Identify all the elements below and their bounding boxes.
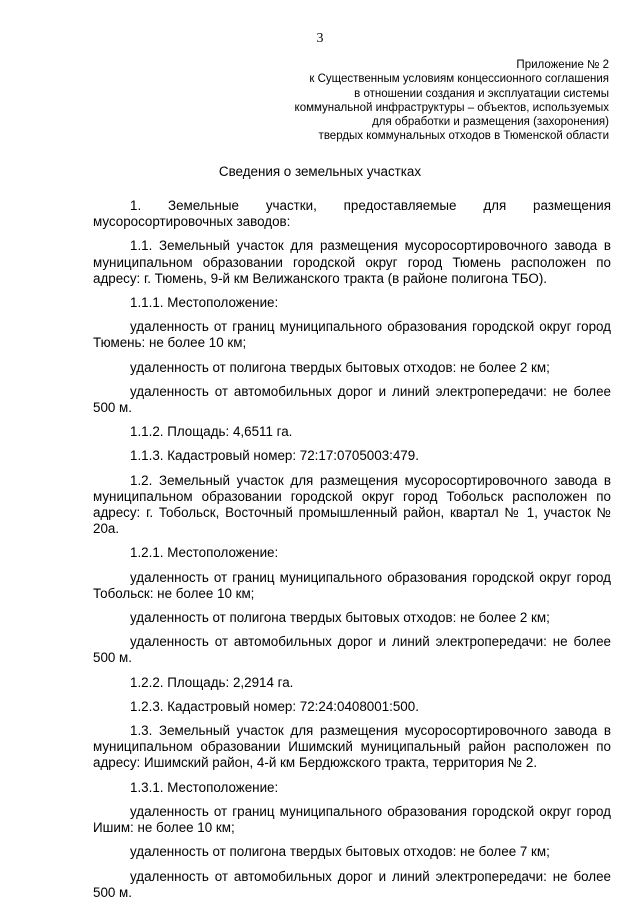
appendix-line: для обработки и размещения (захоронения) [372, 116, 609, 129]
distance-item: удаленность от автомобильных дорог и линий электропередачи: не более 500 м. [93, 868, 611, 900]
distance-item: удаленность от полигона твердых бытовых отходов: не более 2 км; [130, 610, 550, 626]
document-title: Сведения о земельных участках [218, 164, 422, 179]
distance-item: удаленность от границ муниципального образования городской округ город Тюмень: не более 10 км; [93, 319, 611, 351]
appendix-line: Приложение № 2 [516, 59, 609, 71]
distance-item: удаленность от полигона твердых бытовых отходов: не более 7 км; [130, 844, 550, 860]
location-heading: 1.2.1. Местоположение: [130, 545, 279, 561]
page-number: 3 [316, 31, 324, 46]
appendix-line: к Существенным условиям концессионного соглашения [309, 73, 609, 86]
area-item: 1.2.2. Площадь: 2,2914 га. [130, 674, 294, 690]
area-item: 1.1.2. Площадь: 4,6511 га. [130, 424, 293, 440]
distance-item: удаленность от полигона твердых бытовых отходов: не более 2 км; [130, 359, 550, 375]
distance-item: удаленность от границ муниципального образования городской округ город Тобольск: не более 10 км; [93, 569, 611, 601]
land-plot-description: 1.1. Земельный участок для размещения мусоросортировочного завода в муниципальном образовании городской округ город Тюмень расположен по адресу: г. Тюмень, 9-й км Велижанского тракта (в районе полигона ТБО). [93, 238, 611, 286]
distance-item: удаленность от границ муниципального образования городской округ город Ишим: не более 10 км; [93, 803, 611, 836]
distance-item: удаленность от автомобильных дорог и линий электропередачи: не более 500 м. [93, 383, 611, 416]
appendix-heading [295, 58, 609, 144]
appendix-line: твердых коммунальных отходов в Тюменской области [318, 130, 609, 143]
appendix-line: коммунальной инфраструктуры – объектов, используемых [294, 101, 609, 114]
appendix-line: в отношении создания и эксплуатации системы [354, 87, 609, 100]
cadastral-number: 1.2.3. Кадастровый номер: 72:24:0408001:500. [130, 698, 419, 714]
document-body [93, 198, 611, 909]
land-plot-description: 1.3. Земельный участок для размещения мусоросортировочного завода в муниципальном образовании Ишимский муниципальный район расположен по адресу: Ишимский район, 4-й км Бердюжского тракта, территория № 2. [93, 723, 611, 771]
location-heading: 1.3.1. Местоположение: [130, 779, 279, 795]
section-heading: 1. Земельные участки, предоставляемые для размещения мусоросортировочных заводов: [93, 198, 611, 230]
location-heading: 1.1.1. Местоположение: [130, 295, 279, 311]
cadastral-number: 1.1.3. Кадастровый номер: 72:17:0705003:479. [130, 448, 419, 464]
land-plot-description: 1.2. Земельный участок для размещения мусоросортировочного завода в муниципальном образовании городской округ город Тобольск расположен по адресу: г. Тобольск, Восточный промышленный район, квартал № 1, участок № 20а. [93, 472, 611, 537]
distance-item: удаленность от автомобильных дорог и линий электропередачи: не более 500 м. [93, 634, 611, 666]
